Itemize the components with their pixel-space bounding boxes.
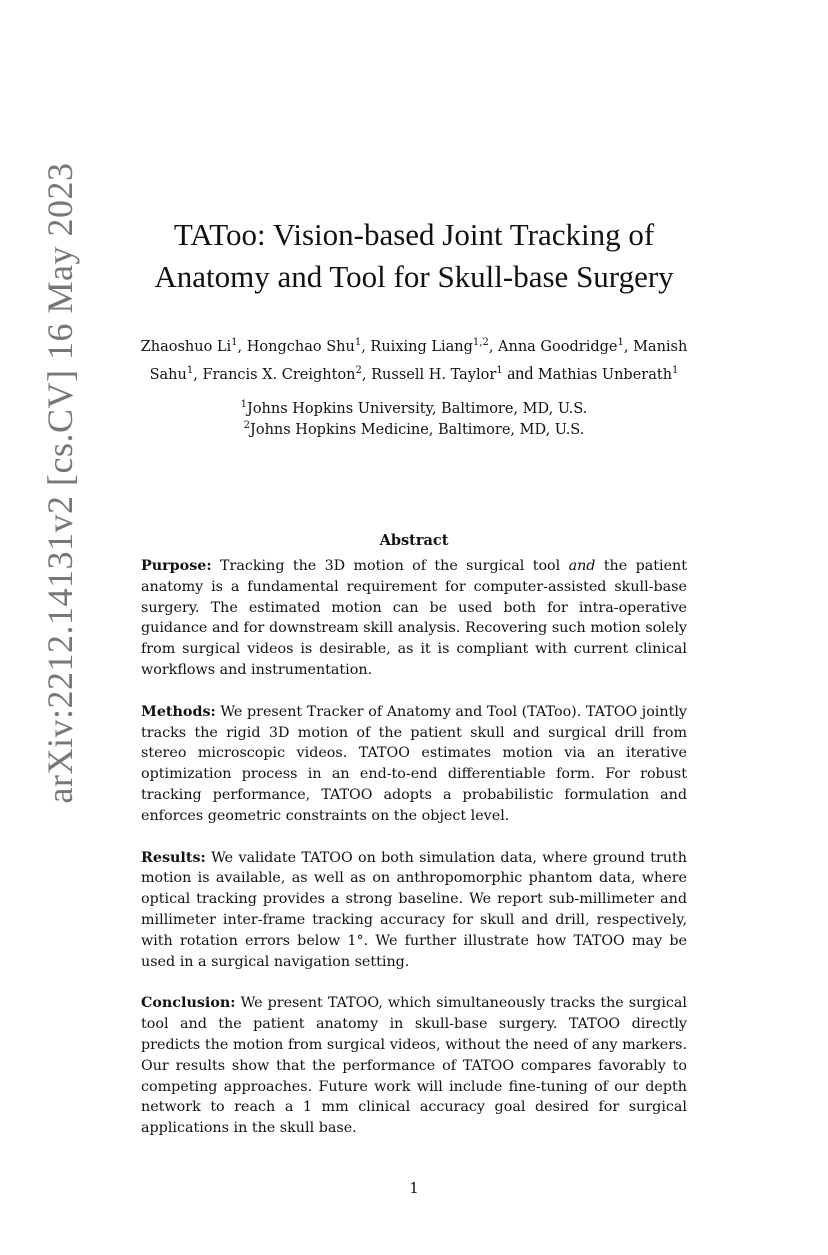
affiliation-number: 1 [240, 399, 248, 411]
arxiv-identifier-stamp: arXiv:2212.14131v2 [cs.CV] 16 May 2023 [40, 162, 80, 804]
author-name: Francis X. Creighton [202, 367, 356, 383]
author-name: Anna Goodridge [498, 339, 618, 355]
affiliation-number: 2 [243, 420, 251, 432]
author-separator: , [237, 339, 247, 355]
abstract-heading: Abstract [379, 532, 449, 549]
author-separator: , [193, 367, 203, 383]
abstract-body [141, 556, 687, 1160]
abstract-methods-paragraph [141, 702, 687, 827]
author-affiliation-mark: 1 [617, 337, 624, 349]
page-number: 1 [409, 1179, 419, 1197]
author-separator: , [623, 339, 634, 355]
author-separator: , [361, 339, 371, 355]
author-affiliation-mark: 1 [672, 365, 679, 377]
author-affiliation-mark: 1,2 [472, 337, 489, 349]
author-line-2 [100, 360, 728, 388]
author-name: Sahu [149, 367, 187, 383]
purpose-label: Purpose: [141, 558, 212, 574]
abstract-conclusion-paragraph [141, 993, 687, 1139]
methods-text: We present Tracker of Anatomy and Tool (TAToo). TATOO jointly tracks the rigid 3D motion of the patient skull and surgical drill from stereo microscopic videos. TATOO estimates motion via an iterative optimization process in an end-to-end differentiable form. For robust tracking performance, TATOO adopts a probabilistic formulation and enforces geometric constraints on the object level. [141, 703, 687, 824]
results-label: Results: [141, 849, 206, 866]
author-name: Ruixing Liang [370, 339, 473, 355]
author-affiliation-mark: 1 [496, 365, 503, 377]
author-name: Zhaoshuo Li [140, 339, 232, 355]
abstract-purpose-paragraph [141, 556, 687, 681]
affiliation-list [100, 399, 728, 441]
affiliation-item [100, 420, 728, 441]
author-affiliation-mark: 1 [354, 337, 362, 349]
methods-label: Methods: [141, 703, 216, 720]
affiliation-item [100, 399, 728, 420]
author-name: Hongchao Shu [246, 339, 355, 355]
author-name: Russell H. Taylor [371, 367, 497, 383]
author-affiliation-mark: 2 [355, 365, 362, 377]
affiliation-text: Johns Hopkins Medicine, Baltimore, MD, U.S. [250, 422, 585, 438]
abstract-results-paragraph [141, 848, 687, 973]
results-text: We validate TATOO on both simulation data, where ground truth motion is available, as well as on anthropomorphic phantom data, where optical tracking provides a strong baseline. We report sub-millimeter and millimeter inter-frame tracking accuracy for skull and drill, respectively, with rotation errors below 1°. We further illustrate how TATOO may be used in a surgical navigation setting. [141, 849, 687, 970]
author-name: Manish [633, 339, 688, 355]
author-separator: , [488, 339, 499, 355]
author-affiliation-mark: 1 [186, 365, 194, 377]
purpose-text-after: the patient anatomy is a fundamental requirement for computer-assisted skull-base surgery. The estimated motion can be used both for intra-operative guidance and for downstream skill analysis. Recovering such motion solely from surgical videos is desirable, as it is compliant with current clinical workflows and instrumentation. [141, 558, 687, 678]
purpose-emphasis: and [568, 558, 596, 574]
title-line-1: TAToo: Vision-based Joint Tracking of [173, 217, 655, 252]
author-list [100, 334, 728, 388]
author-line-1 [100, 334, 728, 360]
paper-title [114, 214, 714, 298]
purpose-text-before: Tracking the 3D motion of the surgical tool [211, 558, 569, 574]
author-name: Mathias Unberath [537, 367, 673, 383]
author-affiliation-mark: 1 [231, 337, 238, 349]
author-separator: , [361, 367, 372, 383]
conclusion-text: We present TATOO, which simultaneously tracks the surgical tool and the patient anatomy in skull-base surgery. TATOO directly predicts the motion from surgical videos, without the need of any markers. Our results show that the performance of TATOO compares favorably to competing approaches. Future work will include fine-tuning of our depth network to reach a 1 mm clinical accuracy goal desired for surgical applications in the skull base. [141, 995, 687, 1137]
title-line-2: Anatomy and Tool for Skull-base Surgery [154, 259, 674, 294]
author-conjunction: and [507, 363, 534, 383]
conclusion-label: Conclusion: [141, 995, 236, 1012]
affiliation-text: Johns Hopkins University, Baltimore, MD, U.S. [247, 401, 588, 417]
